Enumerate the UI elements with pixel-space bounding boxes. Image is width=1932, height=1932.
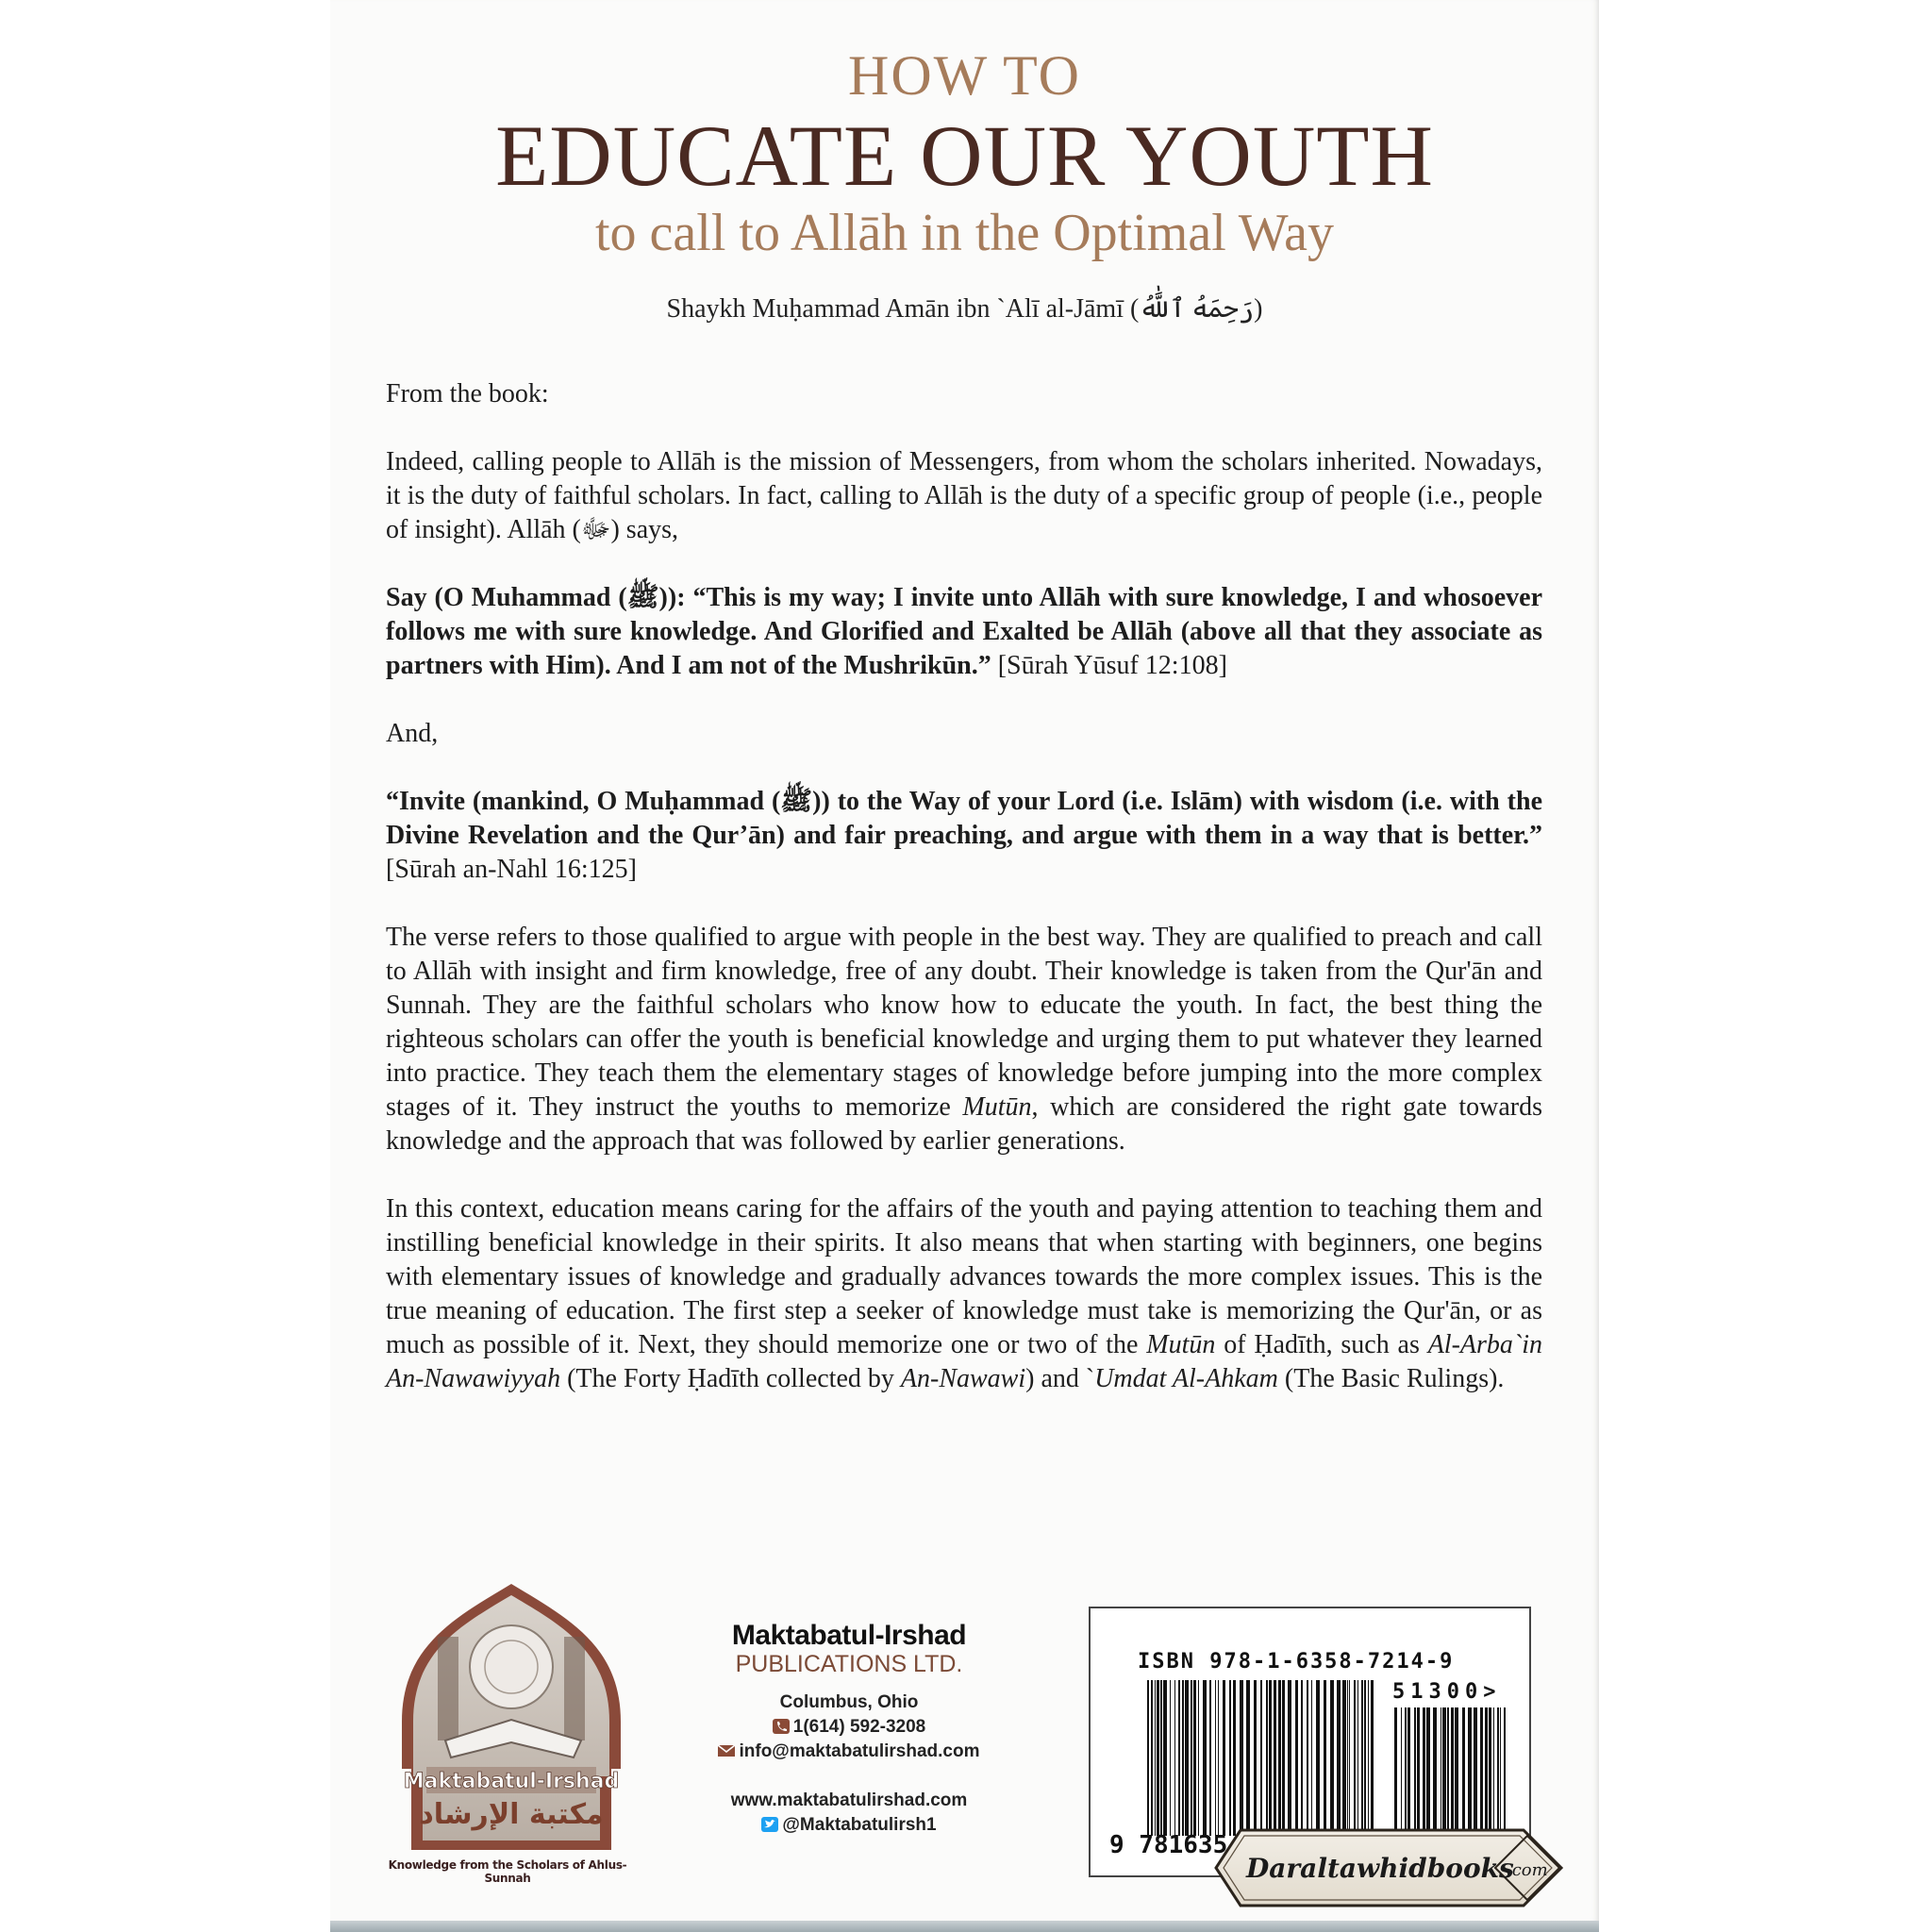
barcode-bar — [1311, 1680, 1312, 1836]
barcode-bar — [1349, 1680, 1350, 1836]
barcode-bar — [1357, 1680, 1358, 1836]
barcode-bar — [1182, 1680, 1184, 1836]
barcode-bar — [1407, 1707, 1410, 1836]
p2-text-a: The verse refers to those qualified to argue with people in the best way. They are qualified to preach and call to Allāh with insight and firm knowledge, free of any doubt. Their knowledge is taken from the Qur'ān and Sunnah. They are the faithful scholars who know how to educate the youth. In fact, the best thing the righteous scholars can offer the youth is beneficial knowledge and urging them to put whatever they learned into practice. They teach them the elementary stages of knowledge before jumping into the more complex stages of it. They instruct the youths to memorize — [386, 923, 1542, 1122]
barcode-bar — [1155, 1680, 1156, 1836]
barcode-bar — [1193, 1680, 1196, 1836]
logo-tagline: Knowledge from the Scholars of Ahlus-Sunnah — [388, 1858, 627, 1885]
and-label: And, — [386, 719, 439, 748]
logo-rosette-icon — [470, 1625, 553, 1708]
barcode-bar — [1260, 1680, 1262, 1836]
twitter-handle[interactable]: @Maktabatulirsh1 — [782, 1815, 937, 1835]
barcode-bar — [1468, 1707, 1472, 1836]
barcode-bar — [1269, 1680, 1272, 1836]
barcode-bar — [1347, 1680, 1348, 1836]
barcode-bar — [1223, 1680, 1225, 1836]
barcode-bar — [1157, 1680, 1159, 1836]
paragraph-1: Indeed, calling people to Allāh is the mission of Messengers, from whom the scholars inherited. Nowadays, it is the duty of faithful scholars. In fact, calling to Allāh is the duty of a specific group of people (i.e., people of insight). Allāh (ﷻ) says, — [386, 447, 1542, 544]
barcode-bar — [1274, 1680, 1276, 1836]
barcode-bar — [1316, 1680, 1320, 1836]
title-block — [330, 45, 1599, 325]
phone-number[interactable]: 1(614) 592-3208 — [792, 1717, 926, 1737]
logo-name-arabic: مكتبة الإرشاد — [419, 1798, 604, 1831]
barcode-bar — [1423, 1707, 1425, 1836]
barcode-bar — [1394, 1707, 1397, 1836]
p3-text-a: In this context, education means caring for the affairs of the youth and paying attention to teaching them and instilling beneficial knowledge in their spirits. It also means that when starting with beginners, one begins with elementary issues of knowledge and gradually advances towards the more complex issues. This is the true meaning of education. The first step a seeker of knowledge must take is memorizing the Qur'ān, or as much as possible of it. Next, they should memorize one or two of the — [386, 1194, 1542, 1359]
barcode-bar — [1480, 1707, 1483, 1836]
barcode-bar — [1364, 1680, 1366, 1836]
p3-text-c: (The Forty Ḥadīth collected by — [560, 1364, 901, 1393]
publisher-info — [708, 1621, 991, 1838]
quote-yusuf — [386, 581, 1542, 683]
publisher-phone — [708, 1715, 991, 1740]
envelope-icon — [718, 1743, 735, 1758]
barcode-bar — [1185, 1680, 1189, 1836]
barcode-bar — [1342, 1680, 1346, 1836]
barcode-bar — [1493, 1707, 1494, 1836]
p3-text-e: (The Basic Rulings). — [1277, 1364, 1505, 1393]
logo-calligraphy-left — [438, 1637, 458, 1740]
logo-name-latin: Maktabatul-Irshad — [403, 1770, 620, 1793]
barcode-bar — [1254, 1680, 1257, 1836]
barcode-bar — [1240, 1680, 1243, 1836]
barcode-bar — [1447, 1707, 1449, 1836]
price-code: 51300> — [1392, 1680, 1502, 1704]
barcode-bar — [1455, 1707, 1458, 1836]
paragraph-3 — [386, 1192, 1542, 1396]
author-name: Shaykh Muḥammad Amān ibn `Alī al-Jāmī (رَحِمَهُ ٱللَّٰهُ) — [666, 294, 1263, 324]
barcode-bar — [1426, 1707, 1430, 1836]
barcode-bar — [1324, 1680, 1326, 1836]
publisher-name: Maktabatul-Irshad — [731, 1620, 967, 1651]
watermark-suffix: .com — [1507, 1860, 1548, 1880]
barcode-bar — [1163, 1680, 1167, 1836]
watermark-name: Daraltawhidbooks — [1246, 1853, 1514, 1884]
barcode-main-bars — [1147, 1680, 1378, 1836]
barcode-bar — [1442, 1707, 1446, 1836]
barcode-bar — [1474, 1707, 1477, 1836]
barcode-digits: 9 781635 — [1109, 1831, 1228, 1859]
barcode-bar — [1401, 1707, 1402, 1836]
barcode-bar — [1354, 1680, 1356, 1836]
publisher-email — [708, 1740, 991, 1764]
barcode-bar — [1417, 1707, 1420, 1836]
barcode-bar — [1278, 1680, 1281, 1836]
quote-yusuf-ref: [Sūrah Yūsuf 12:108] — [997, 651, 1227, 680]
publisher-website[interactable]: www.maktabatulirshad.com — [730, 1790, 968, 1810]
barcode-bar — [1337, 1680, 1341, 1836]
barcode-bar — [1246, 1680, 1250, 1836]
twitter-icon — [761, 1817, 778, 1832]
barcode-bar — [1295, 1680, 1298, 1836]
barcode-bar — [1288, 1680, 1291, 1836]
excerpt — [386, 377, 1542, 1430]
p2-text-b: , which are considered the right gate towards knowledge and the approach that was followed by earlier generations. — [386, 1092, 1543, 1156]
barcode-bar — [1414, 1707, 1416, 1836]
barcode-bar — [1405, 1707, 1407, 1836]
barcode-bar — [1282, 1680, 1285, 1836]
intro-label: From the book: — [386, 379, 549, 408]
quote-nahl-ref: [Sūrah an-Nahl 16:125] — [386, 855, 637, 884]
quote-nahl — [386, 785, 1542, 887]
p3-italic-3: An-Nawawi — [900, 1364, 1026, 1393]
isbn-label: ISBN 978-1-6358-7214-9 — [1138, 1650, 1455, 1674]
barcode-bar — [1462, 1707, 1465, 1836]
page-bottom-edge — [330, 1921, 1599, 1932]
barcode-bar — [1160, 1680, 1162, 1836]
barcode-bar — [1218, 1680, 1219, 1836]
p2-italic: Mutūn — [962, 1092, 1032, 1122]
barcode-bar — [1368, 1680, 1369, 1836]
paragraph-2 — [386, 921, 1542, 1158]
barcode-bar — [1451, 1707, 1454, 1836]
logo-calligraphy-right — [564, 1637, 585, 1740]
publisher-city: Columbus, Ohio — [779, 1692, 919, 1712]
barcode-bar — [1174, 1680, 1175, 1836]
barcode-bar — [1170, 1680, 1171, 1836]
title-subtitle: to call to Allāh in the Optimal Way — [595, 204, 1334, 262]
publisher-twitter — [708, 1813, 991, 1838]
title-main: EDUCATE OUR YOUTH — [495, 108, 1434, 204]
barcode-bar — [1147, 1680, 1149, 1836]
p3-italic-4: Umdat Al-Ahkam — [1094, 1364, 1278, 1393]
p3-italic-2: Al-Arba`in An-Nawawiyyah — [386, 1330, 1543, 1393]
publisher-subname: PUBLICATIONS LTD. — [735, 1651, 963, 1677]
barcode-bar — [1203, 1680, 1207, 1836]
quote-nahl-text: “Invite (mankind, O Muḥammad (ﷺ)) to the Way of your Lord (i.e. Islām) with wisdom (i.e. with the Divine Revelation and the Qur’ān) and fair preaching, and argue with them in a way that is better.” — [386, 787, 1542, 850]
quote-yusuf-text: Say (O Muhammad (ﷺ)): “This is my way; I invite unto Allāh with sure knowledge, I and whosoever follows me with sure knowledge. And Glorified and Exalted be Allāh (above all that they associate as partners with Him). And I am not of the Mushrikūn.” — [386, 583, 1542, 680]
barcode-bar — [1266, 1680, 1268, 1836]
p3-text-b: of Ḥadīth, such as — [1215, 1330, 1428, 1359]
book-back-cover — [330, 0, 1599, 1921]
barcode-bar — [1151, 1680, 1153, 1836]
barcode-bar — [1233, 1680, 1236, 1836]
barcode-bar — [1489, 1707, 1491, 1836]
barcode-bar — [1500, 1707, 1501, 1836]
barcode-bar — [1485, 1707, 1488, 1836]
barcode-bar — [1229, 1680, 1231, 1836]
barcode-bar — [1371, 1680, 1374, 1836]
barcode-addon-bars — [1394, 1707, 1507, 1836]
barcode-bar — [1178, 1680, 1180, 1836]
title-how-to: HOW TO — [847, 44, 1082, 107]
barcode-bar — [1209, 1680, 1211, 1836]
barcode-bar — [1433, 1707, 1437, 1836]
p3-text-d: ) and ` — [1025, 1364, 1095, 1393]
barcode-bar — [1497, 1707, 1499, 1836]
barcode-bar — [1504, 1707, 1506, 1836]
barcode-bar — [1301, 1680, 1303, 1836]
p3-italic-1: Mutūn — [1146, 1330, 1216, 1359]
barcode-bar — [1215, 1680, 1216, 1836]
barcode-bar — [1191, 1680, 1192, 1836]
barcode-bar — [1361, 1680, 1363, 1836]
barcode-bar — [1198, 1680, 1199, 1836]
email-address[interactable]: info@maktabatulirshad.com — [739, 1741, 980, 1761]
watermark-banner — [1212, 1821, 1590, 1915]
barcode-bar — [1330, 1680, 1334, 1836]
barcode-bar — [1307, 1680, 1308, 1836]
publisher-logo — [389, 1580, 634, 1854]
phone-icon — [773, 1719, 790, 1734]
